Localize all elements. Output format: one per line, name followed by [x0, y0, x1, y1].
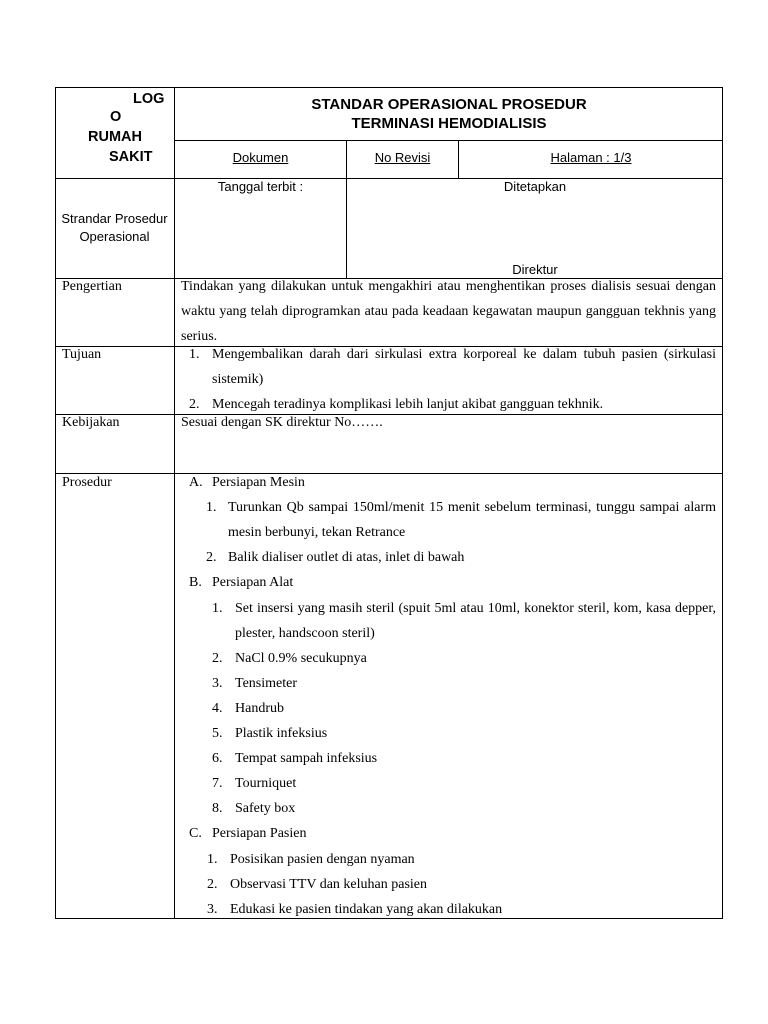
group-b-item-6-number: 6.	[212, 751, 223, 766]
group-a-item-2-text: Balik dialiser outlet di atas, inlet di bawah	[228, 550, 465, 565]
row-divider-kebijakan	[55, 473, 723, 474]
logo-line-2: O	[110, 109, 122, 125]
hospital-logo-placeholder	[56, 90, 173, 178]
row-divider-title	[174, 140, 723, 141]
group-c-item-2-text: Observasi TTV dan keluhan pasien	[230, 877, 427, 892]
prosedur-label: Prosedur	[62, 475, 112, 490]
group-b-item-3-text: Tensimeter	[235, 676, 297, 691]
group-c-title: Persiapan Pasien	[212, 826, 307, 841]
group-c-letter: C.	[189, 826, 202, 841]
pengertian-text: Tindakan yang dilakukan untuk mengakhiri atau menghentikan proses dialisis sesuai dengan waktu yang telah diprogramkan atau pada keadaan kegawatan maupun gangguan tekhnis yang serius.	[181, 279, 716, 344]
tujuan-item-2-number: 2.	[189, 397, 200, 412]
group-b-item-1-text: Set insersi yang masih steril (spuit 5ml atau 10ml, konektor steril, kom, kasa depper, plester, handscoon steril)	[235, 601, 716, 641]
group-b-item-2-number: 2.	[212, 651, 223, 666]
tanggal-terbit-label: Tanggal terbit :	[217, 179, 304, 194]
tujuan-item-2-text: Mencegah teradinya komplikasi lebih lanjut akibat gangguan tekhnik.	[212, 397, 604, 412]
group-c-item-2-number: 2.	[207, 877, 218, 892]
group-a-item-2-number: 2.	[206, 550, 217, 565]
group-c-item-1-number: 1.	[207, 852, 218, 867]
document-title-line-1: STANDAR OPERASIONAL PROSEDUR	[311, 96, 587, 113]
no-revisi-label: No Revisi	[374, 150, 431, 165]
sop-type-label: Strandar Prosedur Operasional	[61, 211, 168, 244]
logo-line-3: RUMAH	[88, 129, 142, 145]
kebijakan-text: Sesuai dengan SK direktur No…….	[181, 415, 383, 430]
tujuan-item-1-text: Mengembalikan darah dari sirkulasi extra korporeal ke dalam tubuh pasien (sirkulasi sistemik)	[212, 347, 716, 387]
group-c-item-1-text: Posisikan pasien dengan nyaman	[230, 852, 415, 867]
group-b-item-6-text: Tempat sampah infeksius	[235, 751, 378, 766]
pengertian-label: Pengertian	[62, 279, 122, 294]
halaman-label: Halaman : 1/3	[550, 150, 632, 165]
direktur-label: Direktur	[512, 262, 558, 277]
group-b-item-3-number: 3.	[212, 676, 223, 691]
document-title-line-2: TERMINASI HEMODIALISIS	[351, 115, 547, 132]
group-b-item-7-text: Tourniquet	[235, 776, 297, 791]
group-b-item-4-number: 4.	[212, 701, 223, 716]
row-divider-header	[55, 178, 723, 179]
row-divider-tujuan	[55, 414, 723, 415]
tujuan-label: Tujuan	[62, 347, 102, 362]
group-b-item-8-number: 8.	[212, 801, 223, 816]
group-a-item-1-text: Turunkan Qb sampai 150ml/menit 15 menit sebelum terminasi, tunggu sampai alarm mesin berbunyi, tekan Retrance	[228, 500, 716, 540]
group-b-item-4-text: Handrub	[235, 701, 284, 716]
group-b-item-8-text: Safety box	[235, 801, 296, 816]
kebijakan-label: Kebijakan	[62, 415, 120, 430]
group-c-item-3-number: 3.	[207, 902, 218, 917]
group-a-item-1-number: 1.	[206, 500, 217, 515]
group-a-letter: A.	[189, 475, 203, 490]
ditetapkan-label: Ditetapkan	[503, 179, 567, 194]
group-b-title: Persiapan Alat	[212, 575, 294, 590]
dokumen-label: Dokumen	[232, 150, 289, 165]
group-b-item-2-text: NaCl 0.9% secukupnya	[235, 651, 367, 666]
group-b-item-5-number: 5.	[212, 726, 223, 741]
logo-line-1: LOG	[133, 91, 165, 107]
logo-line-4: SAKIT	[109, 149, 153, 165]
group-c-item-3-text: Edukasi ke pasien tindakan yang akan dilakukan	[230, 902, 503, 917]
document-title	[175, 95, 723, 133]
group-a-title: Persiapan Mesin	[212, 475, 305, 490]
column-divider-main	[174, 87, 175, 919]
group-b-item-1-number: 1.	[212, 601, 223, 616]
tujuan-item-1-number: 1.	[189, 347, 200, 362]
group-b-item-7-number: 7.	[212, 776, 223, 791]
group-b-item-5-text: Plastik infeksius	[235, 726, 328, 741]
group-b-letter: B.	[189, 575, 202, 590]
